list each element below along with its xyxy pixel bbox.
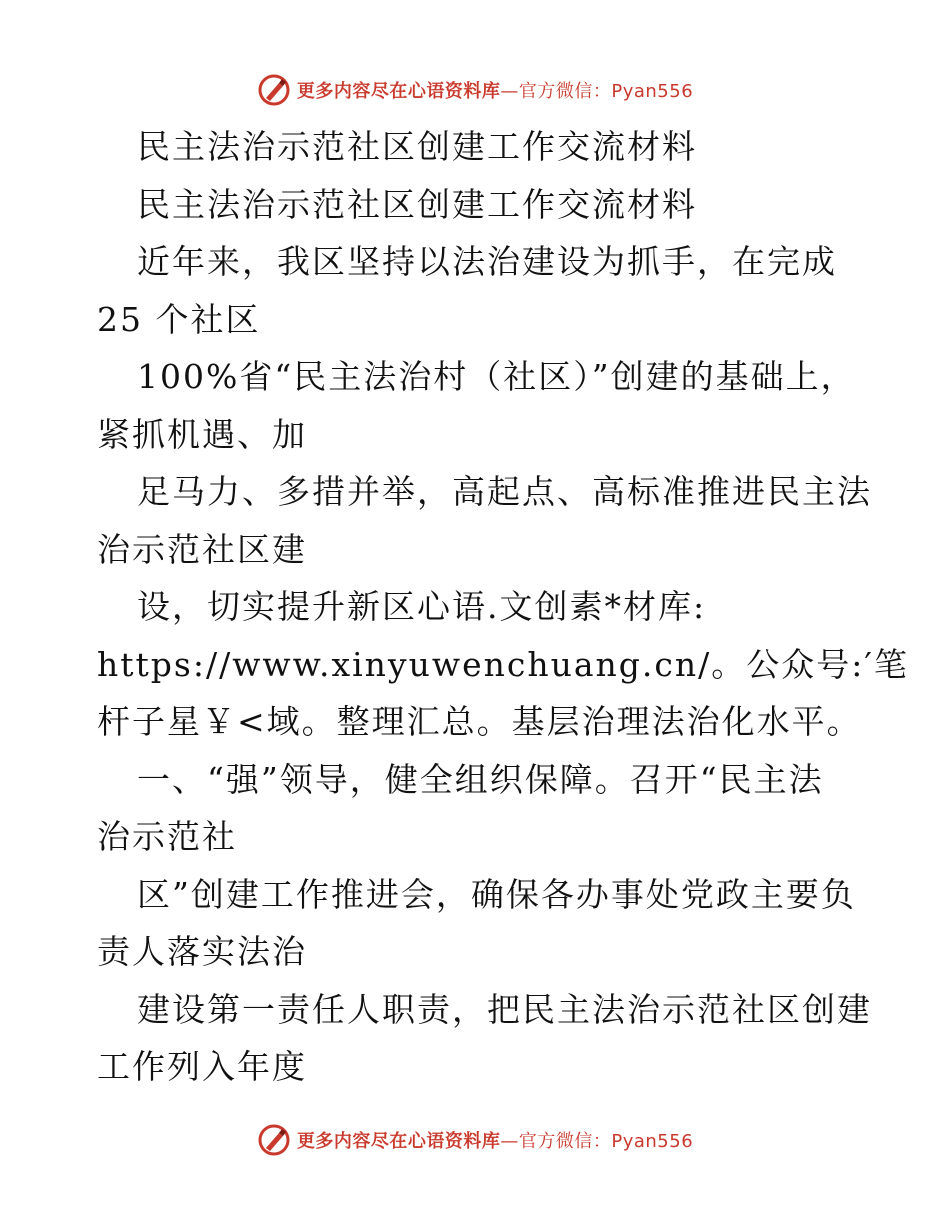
text-line: 近年来，我区坚持以法治建设为抓手，在完成 [137, 242, 837, 281]
pen-logo-icon [257, 1123, 291, 1157]
watermark-dash: — [500, 81, 519, 102]
text-line: 治示范社区建 [97, 529, 307, 569]
text-line: 建设第一责任人职责，把民主法治示范社区创建 [137, 989, 872, 1029]
text-line-url: https://www.xinyuwenchuang.cn/。公众号:′笔 [97, 644, 909, 684]
text-line: 责人落实法治 [97, 932, 307, 971]
text-line: 民主法治示范社区创建工作交流材料 [137, 184, 697, 224]
watermark-contact: 官方微信：Pyan556 [518, 81, 694, 102]
watermark-brand: 更多内容尽在心语资料库 [296, 81, 501, 102]
watermark-dash: — [500, 1131, 519, 1152]
watermark-text [297, 77, 693, 103]
text-line: 民主法治示范社区创建工作交流材料 [137, 127, 697, 166]
text-line: 25 个社区 [97, 299, 261, 339]
text-line: 100%省“民主法治村（社区）”创建的基础上， [137, 357, 856, 396]
footer-watermark [0, 1120, 950, 1160]
document-body [97, 118, 909, 1096]
watermark-text [297, 1127, 693, 1153]
text-line: 治示范社 [97, 817, 237, 856]
text-line: 工作列入年度 [97, 1047, 307, 1086]
watermark-brand: 更多内容尽在心语资料库 [296, 1131, 501, 1152]
text-line: 紧抓机遇、加 [97, 414, 307, 454]
header-watermark [0, 70, 950, 110]
text-line: 一、“强”领导，健全组织保障。召开“民主法 [137, 759, 824, 799]
watermark-contact: 官方微信：Pyan556 [518, 1131, 694, 1152]
text-line: 设，切实提升新区心语.文创素*材库: [137, 587, 707, 626]
text-line: 区”创建工作推进会，确保各办事处党政主要负 [137, 874, 856, 914]
text-line: 杆子星￥<域。整理汇总。基层治理法治化水平。 [97, 702, 862, 741]
pen-logo-icon [257, 73, 291, 107]
text-line: 足马力、多措并举，高起点、高标准推进民主法 [137, 472, 872, 511]
